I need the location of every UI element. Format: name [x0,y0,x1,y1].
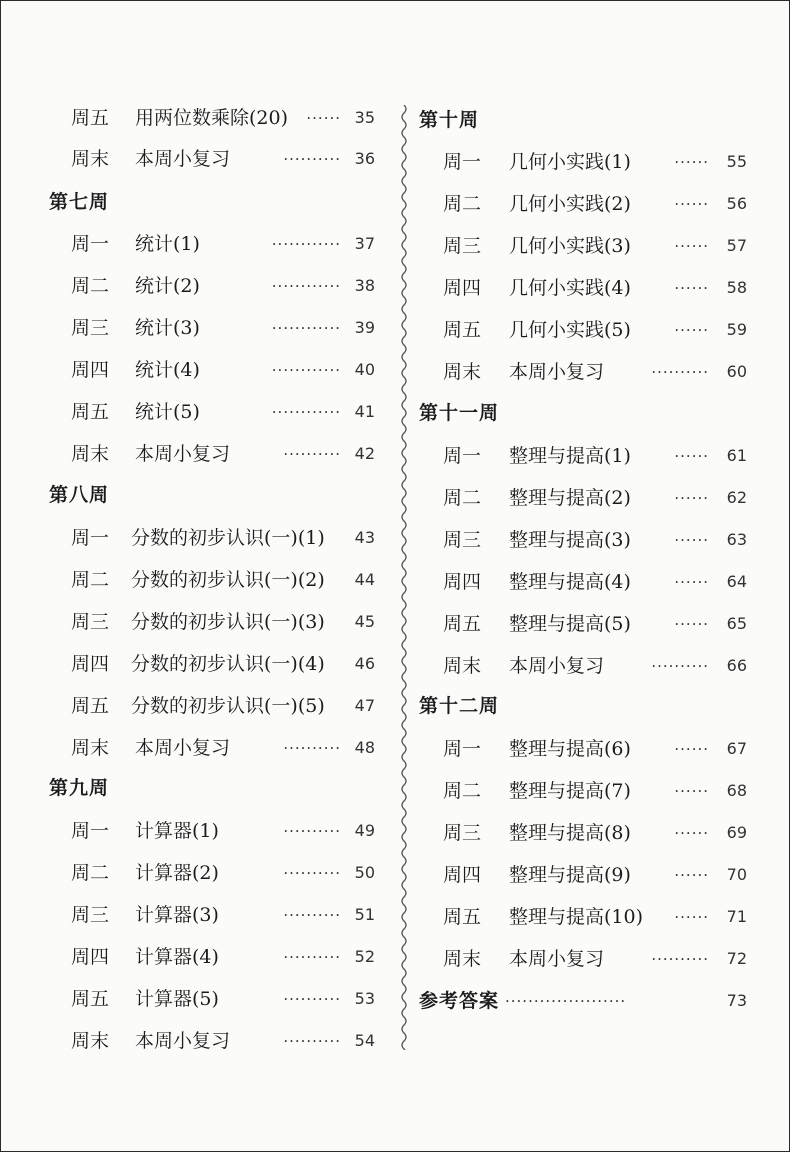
entry-title: 几何小实践(5) [509,319,631,341]
entry-title: 整理与提高(3) [509,529,631,551]
toc-entry [409,651,789,681]
entry-title: 整理与提高(4) [509,571,631,593]
entry-day: 周四 [71,946,110,968]
entry-day: 周五 [443,319,482,341]
entry-day: 周末 [443,948,482,970]
entry-day: 周三 [71,611,110,633]
page-number: 58 [726,278,747,297]
entry-day: 周五 [71,401,110,423]
entry-title: 本周小复习 [509,655,605,677]
toc-entry [409,147,789,177]
page-number: 65 [726,614,747,633]
entry-day: 周四 [443,864,482,886]
leader-dots: ············ [271,277,341,295]
leader-dots: ······ [674,447,709,465]
entry-title: 统计(4) [135,359,200,381]
week-title: 第九周 [49,777,110,799]
page-number: 45 [354,612,375,631]
entry-day: 周一 [443,445,482,467]
entry-day: 周末 [71,148,110,170]
toc-entry [1,942,397,972]
page-number: 59 [726,320,747,339]
page-number: 71 [726,907,747,926]
leader-dots: ·········· [283,906,341,924]
toc-entry [1,523,397,553]
toc-entry [409,860,789,890]
week-heading [1,773,397,803]
leader-dots: ·········· [283,990,341,1008]
week-heading [409,105,789,135]
leader-dots: ·········· [283,822,341,840]
entry-day: 周三 [443,529,482,551]
leader-dots: ·········· [283,948,341,966]
entry-title: 统计(5) [135,401,200,423]
page-number: 42 [354,444,375,463]
entry-title: 统计(1) [135,233,200,255]
leader-dots: ·········· [651,950,709,968]
leader-dots: ······ [674,279,709,297]
page-number: 40 [354,360,375,379]
leader-dots: ·········· [283,739,341,757]
week-heading [1,480,397,510]
leader-dots: ·········· [283,445,341,463]
toc-entry [409,567,789,597]
leader-dots: ······ [674,237,709,255]
leader-dots: ······ [674,489,709,507]
toc-entry [409,357,789,387]
entry-title: 几何小实践(2) [509,193,631,215]
page-number: 48 [354,738,375,757]
entry-title: 本周小复习 [509,361,605,383]
entry-day: 周三 [443,235,482,257]
toc-entry [409,944,789,974]
page-number: 52 [354,947,375,966]
entry-day: 周二 [443,780,482,802]
entry-day: 周二 [71,275,110,297]
entry-title: 分数的初步认识(一)(2) [131,569,325,591]
toc-entry [1,649,397,679]
page-number: 56 [726,194,747,213]
entry-day: 周一 [443,738,482,760]
page-number: 43 [354,528,375,547]
toc-entry [1,816,397,846]
entry-title: 分数的初步认识(一)(3) [131,611,325,633]
toc-entry [1,691,397,721]
toc-entry [1,1026,397,1056]
entry-day: 周五 [71,988,110,1010]
week-title: 第八周 [49,484,110,506]
page-number: 60 [726,362,747,381]
entry-day: 周三 [71,317,110,339]
toc-entry [409,483,789,513]
leader-dots: ······ [674,615,709,633]
page-number: 64 [726,572,747,591]
entry-title: 计算器(2) [135,862,219,884]
entry-day: 周五 [71,695,110,717]
page-number: 38 [354,276,375,295]
toc-entry [409,734,789,764]
page-number: 70 [726,865,747,884]
answers-title: 参考答案 [419,990,500,1012]
entry-title: 计算器(1) [135,820,219,842]
leader-dots: ·········· [283,864,341,882]
toc-entry [1,733,397,763]
toc-entry [1,397,397,427]
entry-title: 分数的初步认识(一)(1) [131,527,325,549]
entry-day: 周五 [443,613,482,635]
leader-dots: ······ [674,153,709,171]
week-heading [1,187,397,217]
entry-title: 统计(2) [135,275,200,297]
entry-title: 整理与提高(7) [509,780,631,802]
page-number: 47 [354,696,375,715]
toc-entry [1,355,397,385]
page-number: 39 [354,318,375,337]
page-number: 73 [726,991,747,1010]
week-title: 第十周 [419,109,480,131]
page-number: 51 [354,905,375,924]
week-heading [409,398,789,428]
leader-dots: ······ [674,321,709,339]
leader-dots: ············ [271,235,341,253]
toc-entry [409,776,789,806]
entry-day: 周末 [443,361,482,383]
entry-day: 周四 [71,359,110,381]
toc-entry [1,313,397,343]
leader-dots: ············ [271,319,341,337]
leader-dots: ····················· [505,992,627,1010]
entry-title: 整理与提高(5) [509,613,631,635]
toc-entry [1,271,397,301]
toc-entry [1,858,397,888]
entry-day: 周二 [443,193,482,215]
toc-entry [1,607,397,637]
entry-title: 计算器(4) [135,946,219,968]
entry-title: 本周小复习 [135,737,231,759]
page-number: 68 [726,781,747,800]
entry-day: 周四 [443,571,482,593]
toc-entry [409,818,789,848]
entry-title: 整理与提高(6) [509,738,631,760]
leader-dots: ············ [271,403,341,421]
leader-dots: ······ [674,531,709,549]
page-number: 63 [726,530,747,549]
week-heading [409,691,789,721]
toc-entry [409,231,789,261]
entry-title: 本周小复习 [135,443,231,465]
entry-title: 统计(3) [135,317,200,339]
entry-day: 周一 [443,151,482,173]
column-divider [399,105,409,1050]
entry-day: 周一 [71,527,110,549]
entry-day: 周一 [71,820,110,842]
page-number: 50 [354,863,375,882]
page-number: 62 [726,488,747,507]
entry-day: 周二 [443,487,482,509]
leader-dots: ······ [674,573,709,591]
entry-title: 整理与提高(8) [509,822,631,844]
entry-title: 本周小复习 [509,948,605,970]
page-number: 69 [726,823,747,842]
toc-entry [1,229,397,259]
page-number: 37 [354,234,375,253]
leader-dots: ······ [674,740,709,758]
entry-title: 分数的初步认识(一)(4) [131,653,325,675]
entry-title: 整理与提高(10) [509,906,644,928]
entry-day: 周二 [71,569,110,591]
page-number: 36 [354,149,375,168]
page-number: 46 [354,654,375,673]
entry-title: 本周小复习 [135,148,231,170]
toc-entry [409,273,789,303]
entry-title: 几何小实践(1) [509,151,631,173]
toc-entry [409,609,789,639]
entry-title: 计算器(5) [135,988,219,1010]
page-number: 44 [354,570,375,589]
toc-entry [409,189,789,219]
page-number: 54 [354,1031,375,1050]
toc-entry [409,441,789,471]
entry-day: 周末 [71,443,110,465]
leader-dots: ······ [674,824,709,842]
entry-day: 周三 [71,904,110,926]
entry-day: 周末 [71,1030,110,1052]
toc-entry [1,565,397,595]
entry-title: 计算器(3) [135,904,219,926]
entry-title: 整理与提高(2) [509,487,631,509]
entry-day: 周四 [443,277,482,299]
week-title: 第十二周 [419,695,500,717]
leader-dots: ·········· [651,657,709,675]
page-number: 67 [726,739,747,758]
leader-dots: ······ [674,908,709,926]
entry-title: 整理与提高(1) [509,445,631,467]
toc-entry [1,439,397,469]
page-number: 66 [726,656,747,675]
page-number: 35 [354,108,375,127]
entry-day: 周末 [71,737,110,759]
leader-dots: ·········· [283,150,341,168]
toc-entry [1,900,397,930]
leader-dots: ······ [674,195,709,213]
entry-day: 周四 [71,653,110,675]
week-title: 第十一周 [419,402,500,424]
toc-entry [1,984,397,1014]
entry-day: 周三 [443,822,482,844]
week-title: 第七周 [49,191,110,213]
leader-dots: ······ [306,109,341,127]
entry-day: 周二 [71,862,110,884]
entry-title: 本周小复习 [135,1030,231,1052]
page-number: 61 [726,446,747,465]
entry-title: 几何小实践(4) [509,277,631,299]
page-number: 53 [354,989,375,1008]
leader-dots: ······ [674,782,709,800]
entry-title: 整理与提高(9) [509,864,631,886]
toc-entry [1,103,397,133]
entry-day: 周五 [71,107,110,129]
page-number: 72 [726,949,747,968]
toc-entry [409,525,789,555]
leader-dots: ············ [271,361,341,379]
leader-dots: ·········· [651,363,709,381]
entry-title: 几何小实践(3) [509,235,631,257]
page-number: 55 [726,152,747,171]
toc-entry [409,315,789,345]
entry-day: 周五 [443,906,482,928]
entry-day: 周末 [443,655,482,677]
page-number: 57 [726,236,747,255]
toc-entry [1,144,397,174]
page-number: 41 [354,402,375,421]
entry-title: 用两位数乘除(20) [135,107,289,129]
toc-answers-entry [409,986,789,1016]
leader-dots: ······ [674,866,709,884]
toc-entry [409,902,789,932]
page-number: 49 [354,821,375,840]
leader-dots: ·········· [283,1032,341,1050]
entry-title: 分数的初步认识(一)(5) [131,695,325,717]
entry-day: 周一 [71,233,110,255]
